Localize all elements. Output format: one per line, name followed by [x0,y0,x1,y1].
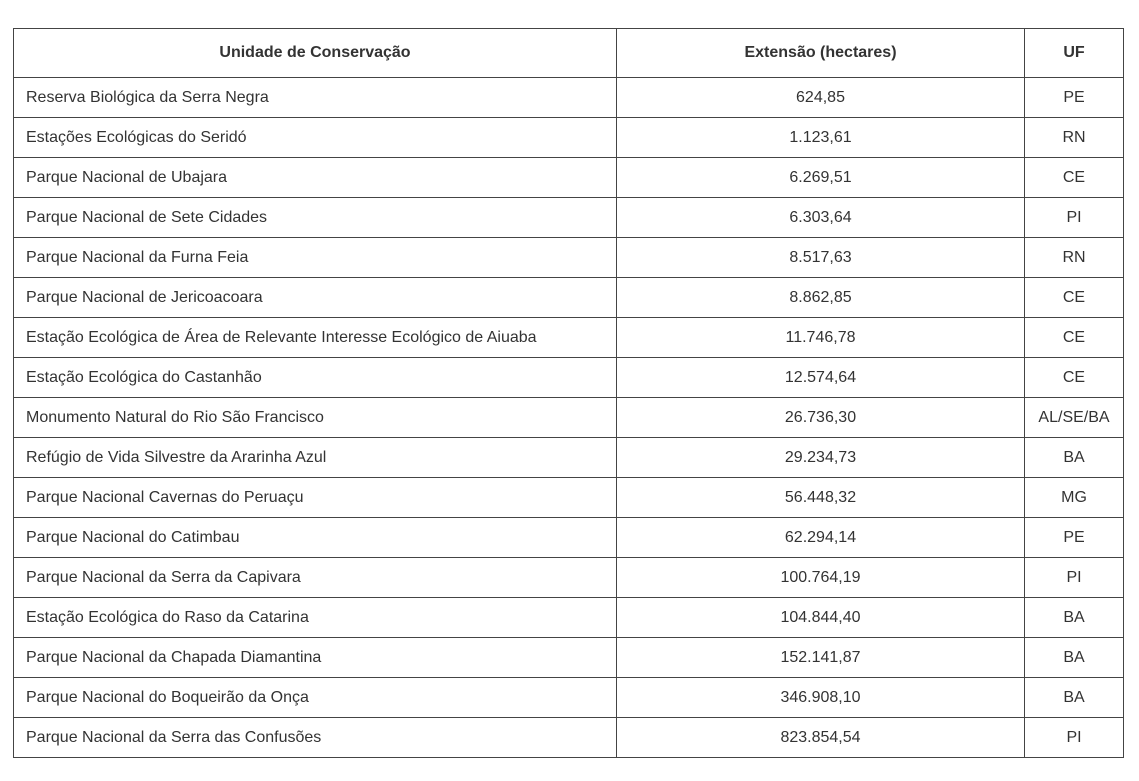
cell-uf: PE [1025,518,1124,558]
header-unit-name: Unidade de Conservação [14,29,617,78]
table-row [14,638,1124,678]
cell-extension: 6.303,64 [617,198,1025,238]
cell-unit-name: Estação Ecológica de Área de Relevante Interesse Ecológico de Aiuaba [14,318,617,358]
cell-unit-name: Refúgio de Vida Silvestre da Ararinha Azul [14,438,617,478]
table-row [14,518,1124,558]
cell-uf: BA [1025,678,1124,718]
table-row [14,558,1124,598]
cell-extension: 8.862,85 [617,278,1025,318]
table-body [14,78,1124,758]
cell-extension: 62.294,14 [617,518,1025,558]
header-extension: Extensão (hectares) [617,29,1025,78]
header-row [14,29,1124,78]
cell-uf: AL/SE/BA [1025,398,1124,438]
cell-unit-name: Parque Nacional da Serra das Confusões [14,718,617,758]
table-row [14,78,1124,118]
cell-extension: 12.574,64 [617,358,1025,398]
cell-uf: BA [1025,438,1124,478]
table-row [14,198,1124,238]
conservation-units-table [13,28,1124,758]
cell-uf: BA [1025,598,1124,638]
cell-uf: MG [1025,478,1124,518]
cell-unit-name: Reserva Biológica da Serra Negra [14,78,617,118]
cell-extension: 1.123,61 [617,118,1025,158]
cell-unit-name: Parque Nacional de Ubajara [14,158,617,198]
cell-uf: PI [1025,718,1124,758]
cell-extension: 104.844,40 [617,598,1025,638]
cell-extension: 8.517,63 [617,238,1025,278]
cell-uf: CE [1025,278,1124,318]
cell-unit-name: Parque Nacional do Boqueirão da Onça [14,678,617,718]
table-row [14,318,1124,358]
table-row [14,398,1124,438]
cell-extension: 346.908,10 [617,678,1025,718]
table-row [14,718,1124,758]
cell-extension: 26.736,30 [617,398,1025,438]
cell-unit-name: Parque Nacional de Jericoacoara [14,278,617,318]
cell-extension: 152.141,87 [617,638,1025,678]
table-row [14,478,1124,518]
cell-extension: 56.448,32 [617,478,1025,518]
cell-unit-name: Parque Nacional da Serra da Capivara [14,558,617,598]
cell-uf: BA [1025,638,1124,678]
cell-unit-name: Monumento Natural do Rio São Francisco [14,398,617,438]
cell-extension: 11.746,78 [617,318,1025,358]
cell-uf: CE [1025,158,1124,198]
cell-unit-name: Estação Ecológica do Raso da Catarina [14,598,617,638]
table-row [14,238,1124,278]
cell-extension: 6.269,51 [617,158,1025,198]
cell-extension: 624,85 [617,78,1025,118]
cell-uf: PI [1025,198,1124,238]
cell-extension: 100.764,19 [617,558,1025,598]
cell-unit-name: Parque Nacional da Chapada Diamantina [14,638,617,678]
table-row [14,678,1124,718]
table-row [14,118,1124,158]
header-uf: UF [1025,29,1124,78]
cell-extension: 823.854,54 [617,718,1025,758]
cell-unit-name: Parque Nacional da Furna Feia [14,238,617,278]
table-row [14,358,1124,398]
table-row [14,278,1124,318]
cell-unit-name: Parque Nacional de Sete Cidades [14,198,617,238]
cell-unit-name: Estação Ecológica do Castanhão [14,358,617,398]
table-row [14,598,1124,638]
table-row [14,438,1124,478]
cell-uf: PE [1025,78,1124,118]
table-row [14,158,1124,198]
cell-unit-name: Parque Nacional do Catimbau [14,518,617,558]
cell-unit-name: Estações Ecológicas do Seridó [14,118,617,158]
cell-uf: CE [1025,318,1124,358]
cell-uf: PI [1025,558,1124,598]
cell-extension: 29.234,73 [617,438,1025,478]
cell-uf: RN [1025,238,1124,278]
cell-uf: RN [1025,118,1124,158]
cell-uf: CE [1025,358,1124,398]
cell-unit-name: Parque Nacional Cavernas do Peruaçu [14,478,617,518]
table-header [14,29,1124,78]
